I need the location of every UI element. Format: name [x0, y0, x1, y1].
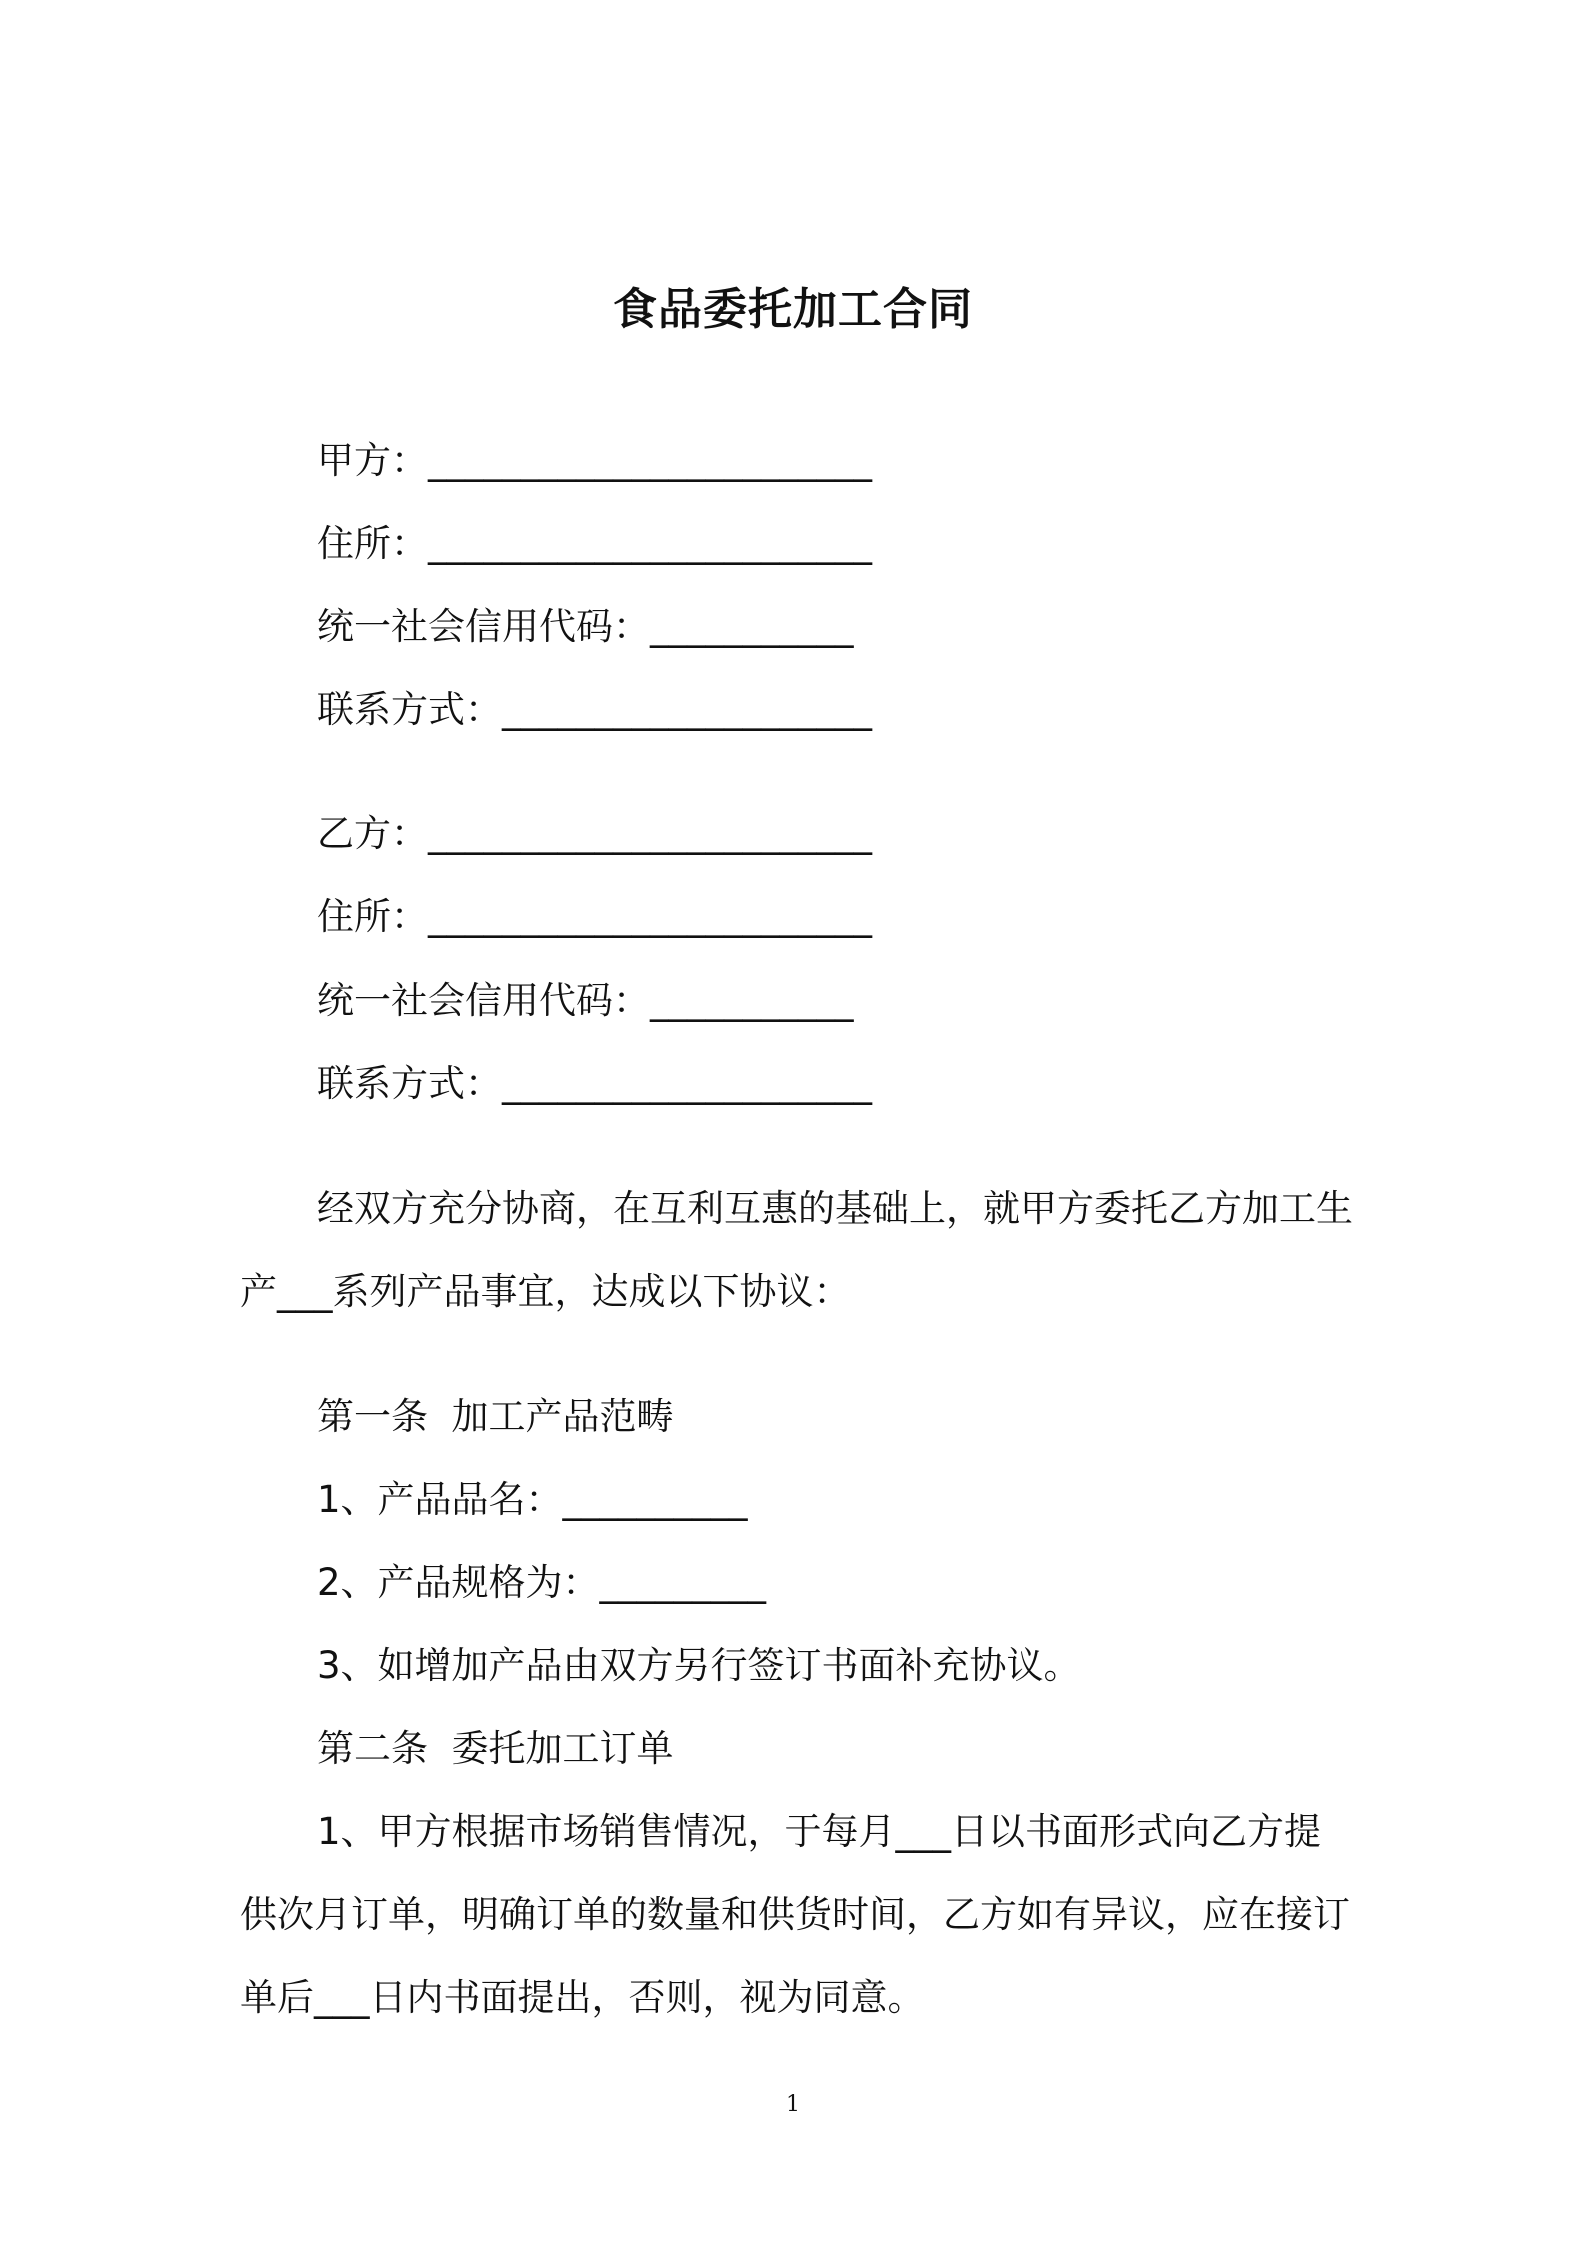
preamble-line-1: 经双方充分协商，在互利互惠的基础上，就甲方委托乙方加工生: [317, 1187, 1353, 1230]
article-1-heading: 第一条 加工产品范畴: [317, 1395, 674, 1438]
party-a-contact-field: 联系方式：____________________: [317, 688, 872, 731]
party-a-credit-code-field: 统一社会信用代码：___________: [317, 605, 854, 648]
article-2-item-1-line-2: 供次月订单，明确订单的数量和供货时间，乙方如有异议，应在接订: [240, 1893, 1350, 1936]
party-a-name-field: 甲方：________________________: [317, 439, 872, 482]
article-1-item-2: 2、产品规格为：_________: [317, 1561, 767, 1604]
article-2-heading: 第二条 委托加工订单: [317, 1727, 674, 1770]
preamble-line-2: 产___系列产品事宜，达成以下协议：: [240, 1270, 851, 1313]
article-2-item-1-line-3: 单后___日内书面提出，否则，视为同意。: [240, 1976, 925, 2019]
article-2-item-1-line-1: 1、甲方根据市场销售情况，于每月___日以书面形式向乙方提: [317, 1810, 1322, 1853]
page-number: 1: [786, 2092, 800, 2117]
article-1-item-3: 3、如增加产品由双方另行签订书面补充协议。: [317, 1644, 1081, 1687]
article-1-item-1: 1、产品品名：__________: [317, 1478, 748, 1521]
party-b-name-field: 乙方：________________________: [317, 812, 872, 855]
party-a-address-field: 住所：________________________: [317, 522, 872, 565]
document-title: 食品委托加工合同: [613, 284, 973, 335]
party-b-credit-code-field: 统一社会信用代码：___________: [317, 979, 854, 1022]
party-b-contact-field: 联系方式：____________________: [317, 1062, 872, 1105]
party-b-address-field: 住所：________________________: [317, 895, 872, 938]
